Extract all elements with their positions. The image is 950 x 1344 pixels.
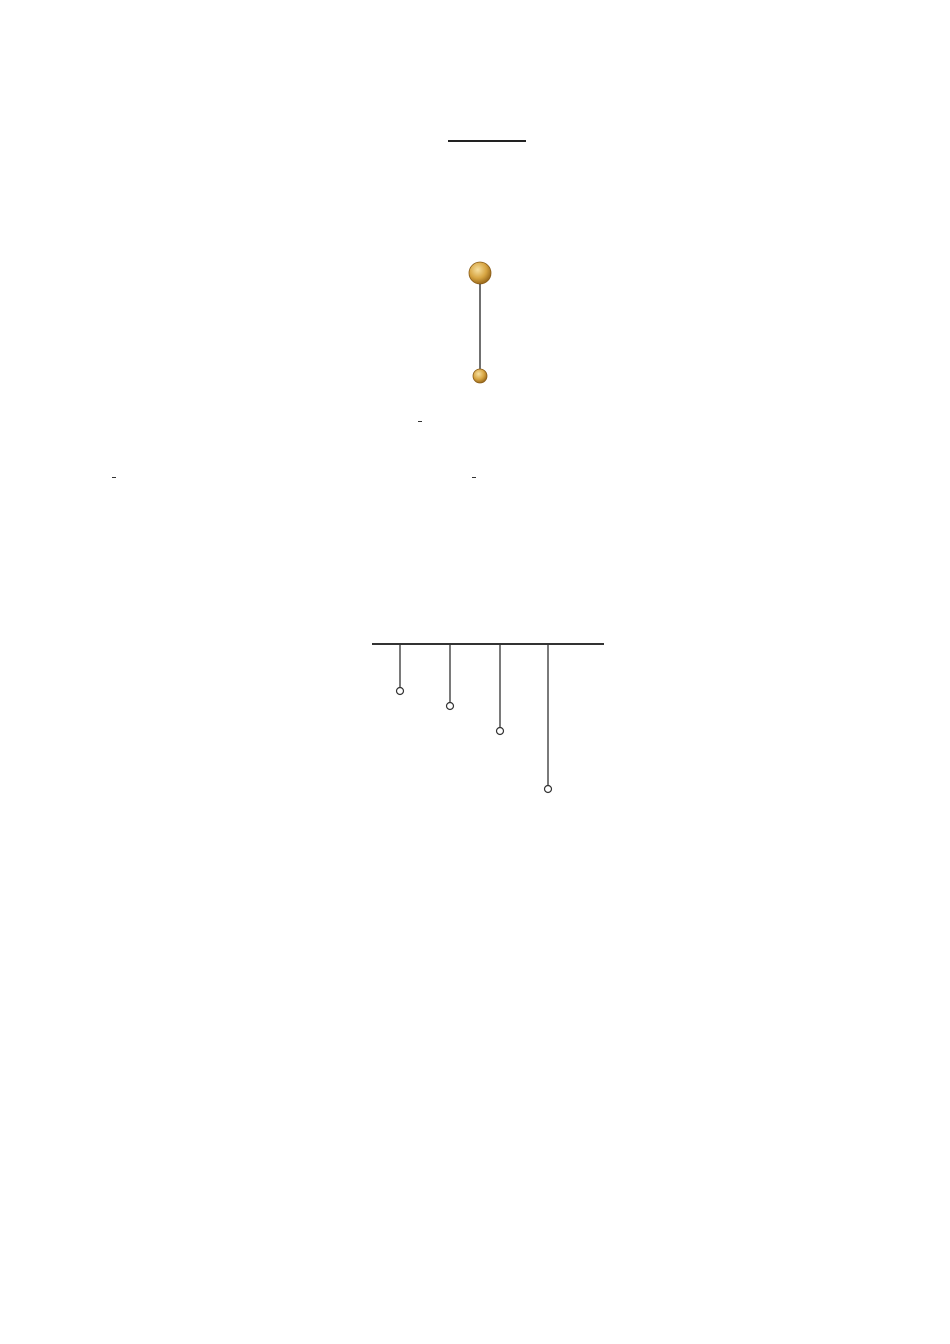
q3-option-b xyxy=(418,403,422,439)
spring-pendulum-figure xyxy=(430,110,540,390)
ball-bing xyxy=(497,728,504,735)
fraction-g-over-2 xyxy=(418,421,422,422)
q3-option-c xyxy=(112,459,116,495)
ball-ding xyxy=(545,786,552,793)
fraction-2mg-over-k xyxy=(472,477,476,478)
ball-A xyxy=(469,262,491,284)
ball-yi xyxy=(447,703,454,710)
fraction-mg-over-k xyxy=(112,477,116,478)
q3-option-d xyxy=(472,459,476,495)
ball-jia xyxy=(397,688,404,695)
four-pendulums-figure xyxy=(368,630,608,820)
ball-B xyxy=(473,369,487,383)
